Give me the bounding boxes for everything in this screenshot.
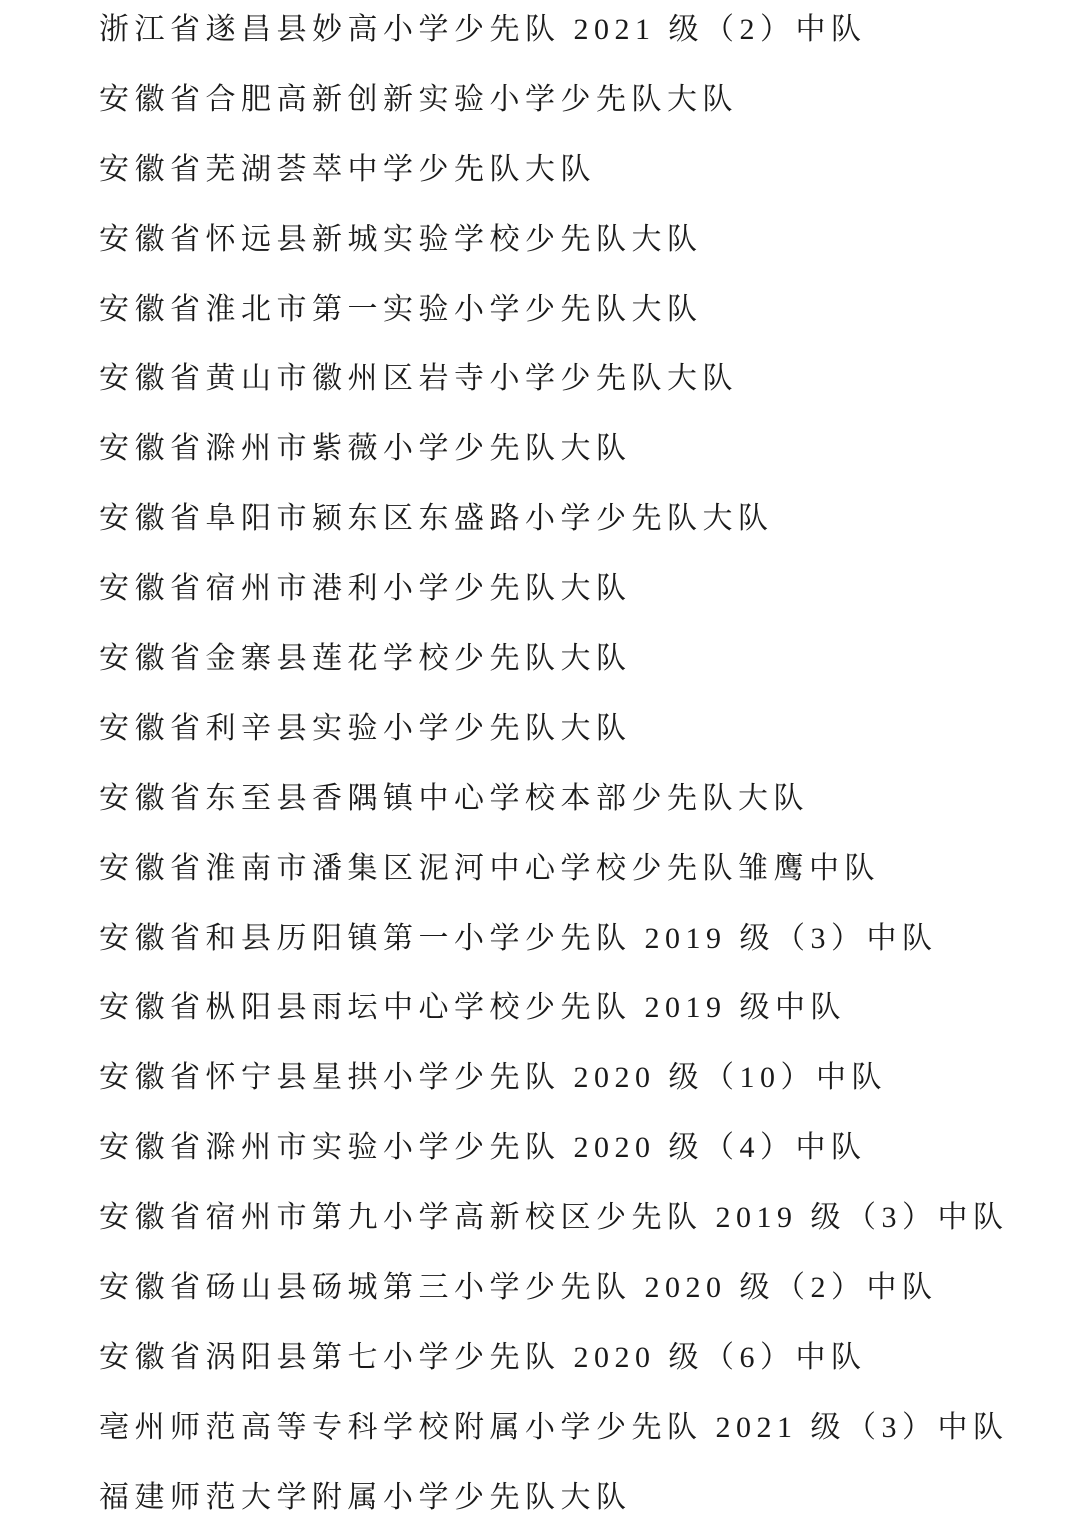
list-item: 安徽省利辛县实验小学少先队大队 bbox=[99, 711, 632, 745]
list-item: 福建师范大学附属小学少先队大队 bbox=[99, 1480, 632, 1514]
list-item: 安徽省枞阳县雨坛中心学校少先队 2019 级中队 bbox=[99, 991, 846, 1025]
list-item: 安徽省芜湖荟萃中学少先队大队 bbox=[99, 152, 596, 186]
list-item: 安徽省淮南市潘集区泥河中心学校少先队雏鹰中队 bbox=[99, 851, 880, 885]
list-item: 安徽省怀远县新城实验学校少先队大队 bbox=[99, 222, 703, 256]
list-item: 安徽省和县历阳镇第一小学少先队 2019 级（3）中队 bbox=[99, 921, 938, 955]
list-item: 安徽省宿州市港利小学少先队大队 bbox=[99, 572, 632, 606]
list-item: 安徽省金寨县莲花学校少先队大队 bbox=[99, 642, 632, 676]
document-list bbox=[99, 0, 1009, 1533]
list-item: 安徽省滁州市紫薇小学少先队大队 bbox=[99, 432, 632, 466]
list-item: 安徽省怀宁县星拱小学少先队 2020 级（10）中队 bbox=[99, 1061, 887, 1095]
list-item: 安徽省砀山县砀城第三小学少先队 2020 级（2）中队 bbox=[99, 1271, 938, 1305]
list-item: 安徽省合肥高新创新实验小学少先队大队 bbox=[99, 82, 738, 116]
list-item: 安徽省宿州市第九小学高新校区少先队 2019 级（3）中队 bbox=[99, 1201, 1009, 1235]
list-item: 安徽省黄山市徽州区岩寺小学少先队大队 bbox=[99, 362, 738, 396]
list-item: 安徽省涡阳县第七小学少先队 2020 级（6）中队 bbox=[99, 1340, 867, 1374]
list-item: 安徽省东至县香隅镇中心学校本部少先队大队 bbox=[99, 781, 809, 815]
list-item: 亳州师范高等专科学校附属小学少先队 2021 级（3）中队 bbox=[99, 1410, 1009, 1444]
list-item: 浙江省遂昌县妙高小学少先队 2021 级（2）中队 bbox=[99, 13, 867, 46]
list-item: 安徽省滁州市实验小学少先队 2020 级（4）中队 bbox=[99, 1131, 867, 1165]
list-item: 安徽省阜阳市颍东区东盛路小学少先队大队 bbox=[99, 502, 774, 536]
list-item: 安徽省淮北市第一实验小学少先队大队 bbox=[99, 292, 703, 326]
